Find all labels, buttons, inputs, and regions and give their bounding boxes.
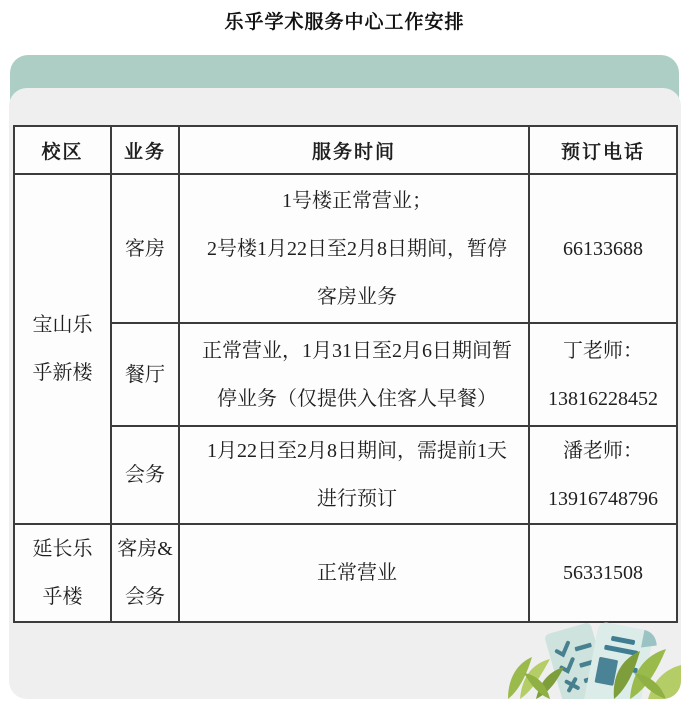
business-label: 会务 (125, 586, 165, 608)
cell-phone-conference (529, 426, 677, 524)
contact-name: 潘老师： (563, 440, 643, 462)
business-label: 客房 (125, 237, 165, 260)
col-header-phone: 预订电话 (529, 126, 677, 174)
phone-number: 66133688 (563, 237, 643, 260)
col-header-campus: 校区 (14, 126, 111, 174)
cell-business-yanchang (111, 524, 179, 622)
cell-phone-restaurant (529, 323, 677, 426)
table-row (14, 426, 677, 524)
table-row (14, 323, 677, 426)
cell-service-guestroom (179, 174, 529, 323)
col-header-business: 业务 (111, 126, 179, 174)
business-label: 会务 (125, 464, 165, 486)
cell-phone-guestroom (529, 174, 677, 323)
table-row (14, 524, 677, 622)
service-text-line: 停业务（仅提供入住客人早餐） (217, 387, 497, 410)
phone-number: 13816228452 (548, 387, 658, 410)
cell-business-conference (111, 426, 179, 524)
campus-name-line: 乎楼 (42, 586, 83, 608)
campus-name-line: 乎新楼 (32, 362, 93, 384)
service-text-line: 进行预订 (317, 488, 397, 510)
cell-campus-baoshan (14, 174, 111, 524)
cell-service-yanchang (179, 524, 529, 622)
cell-business-restaurant (111, 323, 179, 426)
service-text-line: 1号楼正常营业； (282, 189, 432, 212)
header-row (14, 126, 677, 174)
cell-service-conference (179, 426, 529, 524)
notice-card (9, 88, 681, 699)
cell-phone-yanchang (529, 524, 677, 622)
col-header-service: 服务时间 (179, 126, 529, 174)
campus-name-line: 延长乐 (32, 538, 93, 560)
table-row (14, 174, 677, 323)
campus-name-line: 宝山乐 (32, 314, 93, 336)
schedule-table (13, 125, 678, 623)
page-title: 乐乎学术服务中心工作安排 (224, 12, 465, 33)
documents-grass-illustration (506, 619, 681, 699)
phone-number: 13916748796 (548, 488, 658, 510)
business-label: 客房& (117, 538, 173, 560)
cell-business-guestroom (111, 174, 179, 323)
phone-number: 56331508 (563, 562, 643, 584)
cell-campus-yanchang (14, 524, 111, 622)
service-text-line: 正常营业，1月31日至2月6日期间暂 (202, 339, 512, 362)
business-label: 餐厅 (125, 363, 165, 386)
service-text-line: 客房业务 (317, 285, 397, 308)
cell-service-restaurant (179, 323, 529, 426)
service-text-line: 1月22日至2月8日期间，需提前1天 (207, 440, 507, 462)
service-text-line: 正常营业 (317, 562, 397, 584)
service-text-line: 2号楼1月22日至2月8日期间，暂停 (207, 237, 507, 260)
contact-name: 丁老师： (563, 339, 643, 362)
